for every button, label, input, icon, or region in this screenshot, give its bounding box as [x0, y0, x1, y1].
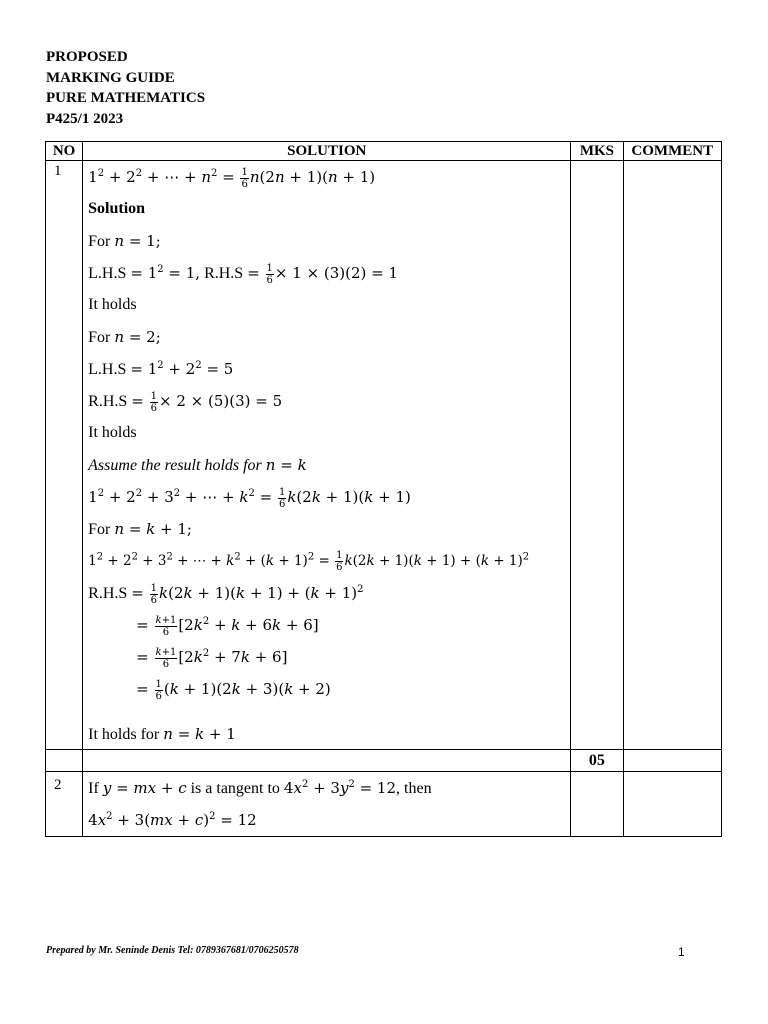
table-header-row: [46, 142, 722, 161]
for-label: For: [88, 329, 111, 346]
marks-cell: [571, 772, 623, 837]
header-line-proposed: PROPOSED: [46, 49, 128, 65]
then-text: , then: [396, 780, 432, 797]
column-header-mks: MKS: [571, 142, 623, 161]
rhs-expansion-4: = $\frac{1}{6}$ (k + 1)(2k + 3)(k + 2): [136, 678, 331, 702]
inductive-formula: $1^2 + 2^2 + 3^2$ + ⋯ + $k^2 + (k + 1)^2$ = $\frac{1}{6}$ $k(2k + 1)(k + 1) + (k + 1)^2$: [88, 550, 530, 573]
base-case-n2-lhs: $L.H.S = 1^2 + 2^2 = 5$: [88, 360, 234, 378]
it-holds-2: It holds: [88, 424, 137, 441]
solution-cell: [83, 161, 571, 750]
for-label: For: [88, 521, 111, 538]
assumption-formula: $1^2 + 2^2 + 3^2$ + ⋯ + $k^2$ = $\frac{1}{6}$ k(2k + 1)(k + 1): [88, 486, 411, 510]
marks-total: 05: [571, 750, 623, 772]
footer-prepared-by: Prepared by Mr. Seninde Denis Tel: 0789367681/0706250578: [46, 945, 299, 956]
header-line-subject: PURE MATHEMATICS: [46, 90, 206, 106]
for-label: For: [88, 233, 111, 250]
rhs-label: R.H.S: [88, 393, 128, 410]
table-row-question-2: [46, 772, 722, 837]
column-header-no: NO: [46, 142, 83, 161]
header-line-marking-guide: MARKING GUIDE: [46, 69, 175, 86]
rhs-expansion-1: R.H.S = $\frac{1}{6}$ $k(2k + 1)(k + 1) + (k + 1)^2$: [88, 582, 364, 606]
tangent-text: is a tangent to: [190, 780, 280, 797]
table-row-marks-total: [46, 750, 722, 772]
marking-guide-table: [45, 141, 722, 837]
empty-cell: [83, 750, 571, 772]
empty-cell: [46, 750, 83, 772]
page-number: 1: [678, 945, 685, 959]
q2-line-1: If y = mx + c is a tangent to $4x^2 + 3y^2 = 12$, then: [88, 779, 432, 797]
lhs-label: L.H.S: [88, 361, 127, 378]
column-header-comment: COMMENT: [623, 142, 721, 161]
solution-heading: Solution: [88, 200, 146, 217]
rhs-label: R.H.S: [204, 265, 244, 282]
rhs-expansion-2: = $\frac{k+1}{6}$ $[2k^2 + k + 6k + 6]$: [136, 614, 319, 638]
solution-cell: [83, 772, 571, 837]
base-case-n1: For n = 1;: [88, 232, 161, 250]
it-holds-for-text: It holds for: [88, 726, 160, 743]
q2-line-2: $4x^2 + 3(mx + c)^2 = 12$: [88, 811, 257, 829]
question-number: 1: [46, 161, 83, 750]
if-text: If: [88, 780, 99, 797]
base-case-n2: For n = 2;: [88, 328, 161, 346]
base-case-n1-check: $L.H.S = 1^2 = 1$, R.H.S = $\frac{1}{6}$ × 1 × (3)(2) = 1: [88, 262, 399, 286]
header-line-paper-code: P425/1 2023: [46, 110, 124, 127]
column-header-solution: SOLUTION: [83, 142, 571, 161]
rhs-expansion-3: = $\frac{k+1}{6}$ $[2k^2 + 7k + 6]$: [136, 646, 288, 670]
assumption: Assume the result holds for n = k: [88, 456, 307, 474]
inductive-step: For n = k + 1;: [88, 520, 192, 538]
marks-cell: [571, 161, 623, 750]
question-statement: $1^2 + 2^2$ + ⋯ + $n^2$ = $\frac{1}{6}$ n(2n + 1)(n + 1): [88, 166, 376, 190]
document-header: [46, 47, 205, 129]
comment-cell: [623, 161, 721, 750]
assume-text: Assume the result holds for: [88, 457, 262, 474]
base-case-n2-rhs: R.H.S = $\frac{1}{6}$ × 2 × (5)(3) = 5: [88, 390, 283, 414]
comment-cell: [623, 772, 721, 837]
conclusion: It holds for n = k + 1: [88, 725, 236, 743]
it-holds-1: It holds: [88, 296, 137, 313]
lhs-label: L.H.S: [88, 265, 127, 282]
empty-cell: [623, 750, 721, 772]
question-number: 2: [46, 772, 83, 837]
rhs-label: R.H.S: [88, 585, 128, 602]
table-row-question-1: [46, 161, 722, 750]
